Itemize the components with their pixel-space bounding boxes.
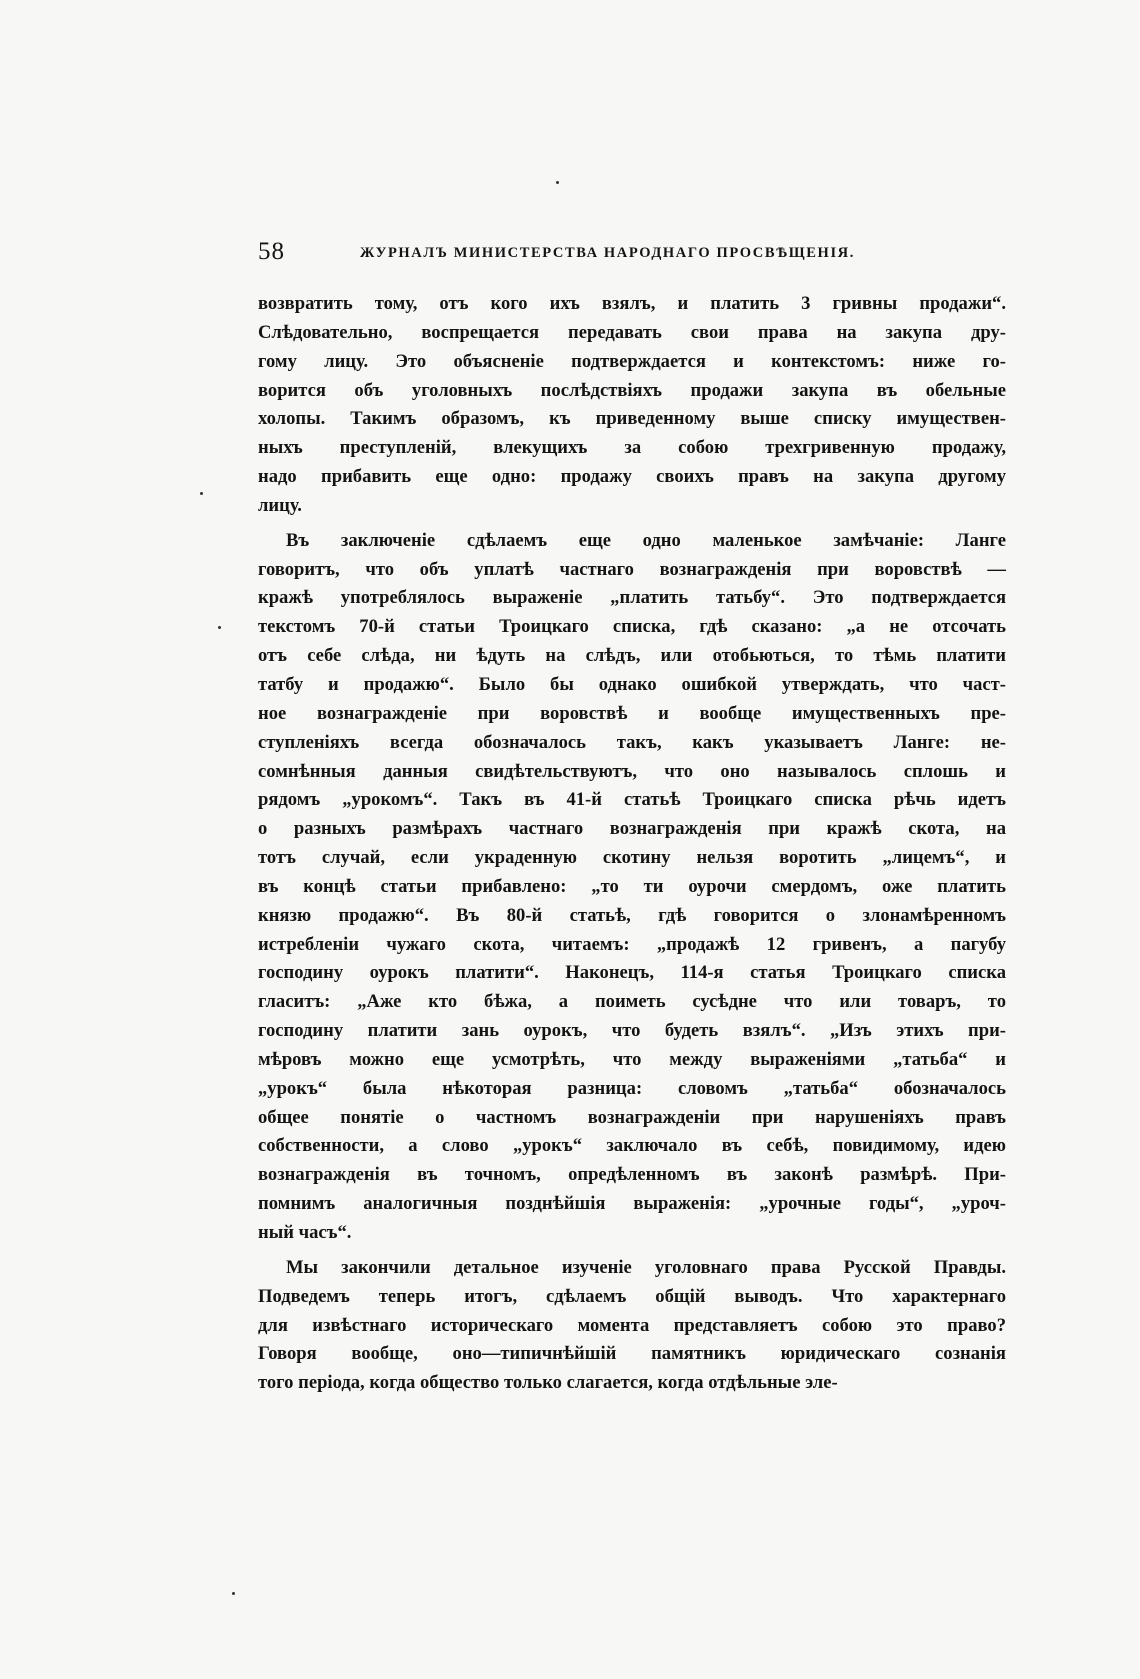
text-line: холопы. Такимъ образомъ, къ приведенному выше списку имуществен- (258, 408, 1006, 430)
text-line: князю продажю“. Въ 80-й статьѣ, гдѣ говорится о злонамѣренномъ (258, 904, 1006, 926)
text-line: мѣровъ можно еще усмотрѣть, что между выраженіями „татьба“ и (258, 1048, 1006, 1070)
paragraph (258, 527, 1006, 1248)
text-line: въ концѣ статьи прибавлено: „то ти оурочи смердомъ, оже платить (258, 875, 1006, 897)
text-line: Подведемъ теперь итогъ, сдѣлаемъ общій выводъ. Что характернаго (258, 1285, 1006, 1307)
text-line: отъ себе слѣда, ни ѣдуть на слѣдъ, или отобьються, то тѣмь платити (258, 645, 1006, 667)
text-line: Говоря вообще, оно—типичнѣйшій памятникъ юридическаго сознанія (258, 1343, 1006, 1365)
text-line: говоритъ, что объ уплатѣ частнаго вознагражденія при воровствѣ — (258, 558, 1006, 580)
text-line: господину платити зань оурокъ, что будеть взялъ“. „Изъ этихъ при- (258, 1020, 1006, 1042)
text-line: Мы закончили детальное изученіе уголовнаго права Русской Правды. (286, 1256, 1006, 1278)
text-line: собственности, а слово „урокъ“ заключало въ себѣ, повидимому, идею (258, 1135, 1006, 1157)
text-line: для извѣстнаго историческаго момента представляетъ собою это право? (258, 1314, 1006, 1336)
scan-speck (200, 492, 203, 495)
text-line: возвратить тому, отъ кого ихъ взялъ, и платить 3 гривны продажи“. (258, 293, 1006, 314)
text-line: ступленіяхъ всегда обозначалось такъ, какъ указываетъ Ланге: не- (258, 731, 1006, 753)
page-number: 58 (258, 238, 285, 265)
text-line: „урокъ“ была нѣкоторая разница: словомъ „татьба“ обозначалось (258, 1077, 1006, 1099)
text-line: того періода, когда общество только слагается, когда отдѣльные эле- (258, 1372, 838, 1394)
text-line: общее понятіе о частномъ вознагражденіи при нарушеніяхъ правъ (258, 1106, 1006, 1128)
text-line: ныхъ преступленій, влекущихъ за собою трехгривенную продажу, (258, 437, 1006, 459)
text-line: сомнѣнныя данныя свидѣтельствуютъ, что оно называлось сплошь и (258, 760, 1006, 782)
paragraph (258, 290, 1006, 521)
text-line: ворится объ уголовныхъ послѣдствіяхъ продажи закупа въ обельные (258, 379, 1006, 401)
text-line: Въ заключеніе сдѣлаемъ еще одно маленькое замѣчаніе: Ланге (286, 529, 1006, 551)
scan-speck (232, 1592, 235, 1595)
text-line: тотъ случай, если украденную скотину нельзя воротить „лицемъ“, и (258, 847, 1006, 869)
body-text (258, 290, 1006, 1398)
text-line: гласитъ: „Аже кто бѣжа, а поиметь сусѣдне что или товаръ, то (258, 991, 1006, 1013)
text-line: истребленіи чужаго скота, читаемъ: „продажѣ 12 гривенъ, а пагубу (258, 933, 1006, 955)
text-line: о разныхъ размѣрахъ частнаго вознагражденія при кражѣ скота, на (258, 818, 1006, 840)
text-line: надо прибавить еще одно: продажу своихъ правъ на закупа другому (258, 466, 1006, 488)
scan-speck (218, 626, 221, 629)
text-line: гому лицу. Это объясненіе подтверждается и контекстомъ: ниже го- (258, 350, 1006, 372)
text-line: ное вознагражденіе при воровствѣ и вообще имущественныхъ пре- (258, 702, 1006, 724)
scan-speck (556, 181, 559, 184)
text-line: ный часъ“. (258, 1222, 352, 1243)
page-header (258, 238, 906, 268)
text-line: кражѣ употреблялось выраженіе „платить татьбу“. Это подтверждается (258, 587, 1006, 609)
text-line: текстомъ 70-й статьи Троицкаго списка, гдѣ сказано: „а не отсочать (258, 616, 1006, 638)
text-line: Слѣдовательно, воспрещается передавать свои права на закупа дру- (258, 321, 1006, 343)
text-line: вознагражденія въ точномъ, опредѣленномъ въ законѣ размѣрѣ. При- (258, 1164, 1006, 1186)
text-line: рядомъ „урокомъ“. Такъ въ 41-й статьѣ Троицкаго списка рѣчь идетъ (258, 789, 1006, 811)
text-line: лицу. (258, 494, 302, 516)
text-line: господину оурокъ платити“. Наконецъ, 114-я статья Троицкаго списка (258, 962, 1006, 984)
text-line: помнимъ аналогичныя позднѣйшія выраженія: „урочные годы“, „уроч- (258, 1193, 1006, 1215)
text-line: татбу и продажю“. Было бы однако ошибкой утверждать, что част- (258, 673, 1006, 695)
running-title: ЖУРНАЛЪ МИНИСТЕРСТВА НАРОДНАГО ПРОСВѢЩЕНІЯ. (360, 245, 855, 261)
paragraph (258, 1254, 1006, 1398)
